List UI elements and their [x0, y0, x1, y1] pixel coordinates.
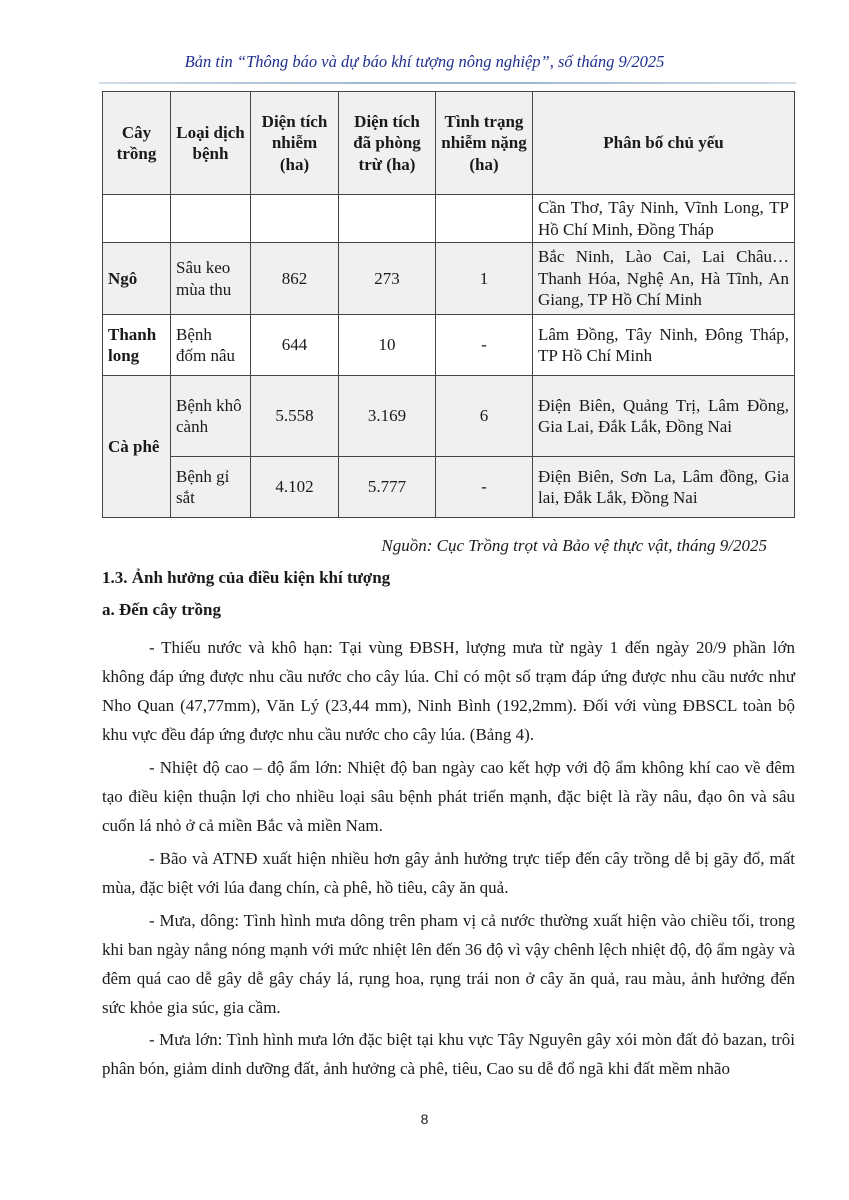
table-cell-distribution: Lâm Đồng, Tây Ninh, Đông Tháp, TP Hồ Chí Minh — [533, 315, 795, 376]
table-cell-distribution: Bắc Ninh, Lào Cai, Lai Châu…Thanh Hóa, Nghệ An, Hà Tĩnh, An Giang, TP Hồ Chí Minh — [533, 243, 795, 315]
column-header-distribution: Phân bố chủ yếu — [533, 92, 795, 195]
table-row — [103, 376, 795, 457]
table-row — [103, 195, 795, 243]
column-header-crop: Cây trồng — [103, 92, 171, 195]
table-row — [103, 243, 795, 315]
table-cell-empty — [103, 195, 171, 243]
table-row — [103, 457, 795, 518]
paragraph-heavy-rain: - Mưa lớn: Tình hình mưa lớn đặc biệt tại khu vực Tây Nguyên gây xói mòn đất đỏ bazan, trôi phân bón, giảm dinh dưỡng đất, ảnh hưởng cà phê, tiêu, Cao su dễ đổ ngã khi đất mềm nhão — [102, 1030, 795, 1078]
table-cell-treated-area: 10 — [339, 315, 436, 376]
table-cell-treated-area: 5.777 — [339, 457, 436, 518]
table-cell-infected-area: 5.558 — [251, 376, 339, 457]
table-cell-distribution: Cần Thơ, Tây Ninh, Vĩnh Long, TP Hồ Chí Minh, Đồng Tháp — [533, 195, 795, 243]
table-cell-disease: Bệnh gỉ sắt — [171, 457, 251, 518]
table-cell-severe: - — [436, 457, 533, 518]
paragraph-heat-humidity: - Nhiệt độ cao – độ ẩm lớn: Nhiệt độ ban ngày cao kết hợp với độ ẩm không khí cao về đêm tạo điều kiện thuận lợi cho nhiều loại sâu bệnh phát triển mạnh, đặc biệt là rầy nâu, đạo ôn và sâu cuốn lá nhỏ ở cả miền Bắc và miền Nam. — [102, 758, 795, 835]
table-cell-empty — [436, 195, 533, 243]
table-source-note: Nguồn: Cục Trồng trọt và Bảo vệ thực vật, tháng 9/2025 — [381, 536, 767, 555]
table-row — [103, 315, 795, 376]
pest-disease-table — [102, 91, 795, 518]
bulletin-header-title: Bản tin “Thông báo và dự báo khí tượng nông nghiệp”, số tháng 9/2025 — [184, 52, 665, 71]
table-header-row — [103, 92, 795, 195]
table-cell-crop: Thanh long — [103, 315, 171, 376]
table-cell-disease: Bệnh khô cành — [171, 376, 251, 457]
column-header-disease: Loại dịch bệnh — [171, 92, 251, 195]
table-cell-severe: 6 — [436, 376, 533, 457]
table-cell-empty — [339, 195, 436, 243]
column-header-severe: Tình trạng nhiễm nặng (ha) — [436, 92, 533, 195]
table-cell-crop: Cà phê — [103, 376, 171, 518]
table-cell-infected-area: 644 — [251, 315, 339, 376]
table-cell-empty — [251, 195, 339, 243]
table-cell-infected-area: 862 — [251, 243, 339, 315]
paragraph-drought: - Thiếu nước và khô hạn: Tại vùng ĐBSH, lượng mưa từ ngày 1 đến ngày 20/9 phần lớn không đáp ứng được nhu cầu nước cho cây lúa. Chỉ có một số trạm đáp ứng được nhu cầu nước như Nho Quan (47,77mm), Văn Lý (23,44 mm), Ninh Bình (192,2mm). Đối với vùng ĐBSCL toàn bộ khu vực đều đáp ứng được nhu cầu nước cho cây lúa. (Bảng 4). — [102, 638, 795, 744]
page-number: 8 — [420, 1111, 429, 1127]
column-header-treated-area: Diện tích đã phòng trừ (ha) — [339, 92, 436, 195]
column-header-infected-area: Diện tích nhiễm (ha) — [251, 92, 339, 195]
table-cell-empty — [171, 195, 251, 243]
table-cell-severe: - — [436, 315, 533, 376]
table-cell-severe: 1 — [436, 243, 533, 315]
table-cell-disease: Bệnh đốm nâu — [171, 315, 251, 376]
section-heading: 1.3. Ảnh hưởng của điều kiện khí tượng — [102, 568, 391, 587]
table-cell-distribution: Điện Biên, Sơn La, Lâm đồng, Gia lai, Đắk Lắk, Đồng Nai — [533, 457, 795, 518]
subsection-heading: a. Đến cây trồng — [102, 600, 221, 619]
table-cell-crop: Ngô — [103, 243, 171, 315]
paragraph-storms: - Bão và ATNĐ xuất hiện nhiều hơn gây ảnh hưởng trực tiếp đến cây trồng dễ bị gãy đổ, mất mùa, đặc biệt với lúa đang chín, cà phê, hồ tiêu, cây ăn quả. — [102, 849, 795, 897]
table-cell-treated-area: 3.169 — [339, 376, 436, 457]
paragraph-thunderstorms: - Mưa, dông: Tình hình mưa dông trên pham vị cả nước thường xuất hiện vào chiều tối, trong khi ban ngày nắng nóng mạnh với mức nhiệt lên đến 36 độ vì vậy chênh lệch nhiệt độ, độ ẩm ngày và đêm quá cao dễ gây dễ gây cháy lá, rụng hoa, rụng trái non ở cây ăn quả, rau màu, ảnh hưởng đến sức khỏe gia súc, gia cầm. — [102, 911, 795, 1017]
table-cell-distribution: Điện Biên, Quảng Trị, Lâm Đồng, Gia Lai, Đắk Lắk, Đồng Nai — [533, 376, 795, 457]
table-cell-disease: Sâu keo mùa thu — [171, 243, 251, 315]
table-cell-infected-area: 4.102 — [251, 457, 339, 518]
header-divider — [99, 82, 796, 84]
table-cell-treated-area: 273 — [339, 243, 436, 315]
